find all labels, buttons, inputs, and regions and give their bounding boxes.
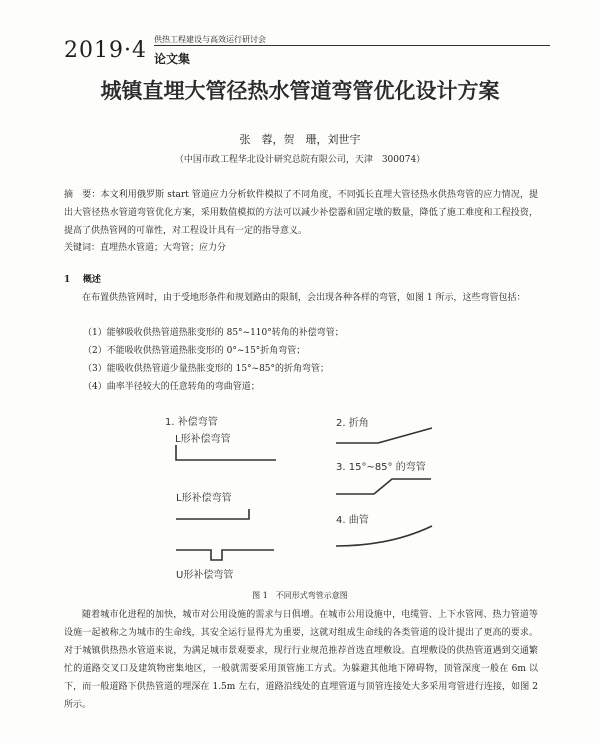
affiliation: （中国市政工程华北设计研究总院有限公司，天津 300074） [174,155,426,165]
l-pipe-1 [176,445,276,460]
l-pipe-2 [176,509,249,519]
figure-caption: 图 1 不同形式弯管示意图 [252,591,348,600]
section-title: 概述 [82,275,101,285]
section-number: 1 [64,275,71,285]
fold-pipe [336,428,432,443]
conference-name: 供热工程建设与高效运行研讨会 [154,35,266,44]
u-pipe [176,550,274,560]
abstract: 摘 要：本文利用俄罗斯 start 管道应力分析软件模拟了不同角度，不同弧长直埋大管径热水供热弯管的应力情况，提出大管径热水管道弯管优化方案，采用数值模拟的方法可以减少补偿器和固定墩的数量，降低了施工难度和工程投资，提高了供热管网的可靠性，对工程设计具有一定的指导意义。 [64,190,538,236]
figure-label-fold: 2. 折角 [336,418,369,429]
figure-label-compensation: 1. 补偿弯管 [165,417,218,428]
curve-pipe [336,526,432,546]
keywords: 关键词：直埋热水管道；大弯管；应力分 [64,243,227,253]
intro-paragraph: 在布置供热管网时，由于受地形条件和规划路由的限制，会出现各种各样的弯管，如图 1 所示，这些弯管包括： [82,293,526,303]
body-paragraph: 随着城市化进程的加快，城市对公用设施的需求与日俱增。在城市公用设施中，电缆管、上下水管网、热力管道等设施一起被称之为城市的生命线，其安全运行显得尤为重要，这就对组成生命线的各类管道的设计提出了更高的要求。对于城镇供热热水管道来说，为满足城市景观要求，现行行业规范推荐首选直埋敷设。直埋敷设的供热管道遇到交通繁忙的道路交叉口及建筑物密集地区，一般就需要采用顶管施工方式。为躲避其他地下障碍物，顶管深度一般在 6m 以下，而一般道路下供热管道的埋深在 1.5m 左右，道路沿线处的直埋管道与顶管连接处大多采用弯管进行连接，如图 2 所示。 [64,610,538,710]
authors: 张 蓉，贺 珊，刘世宇 [239,133,361,146]
section-label: 论文集 [154,52,191,66]
figure-label-curve: 4. 曲管 [336,515,369,526]
figure-label-u-shape: U形补偿弯管 [176,570,234,581]
paper-title: 城镇直埋大管径热水管道弯管优化设计方案 [100,79,500,103]
figure-label-15-85: 3. 15°~85° 的弯管 [336,462,426,473]
list-item: （3）能吸收供热管道少量热胀变形的 15°~85°的折角弯管； [83,364,330,374]
list-item: （2）不能吸收供热管道热胀变形的 0°~15°折角弯管； [83,346,306,356]
list-item: （1）能够吸收供热管道热胀变形的 85°~110°转角的补偿弯管； [83,328,344,338]
figure-label-l-shape: L形补偿弯管 [175,434,231,445]
journal-issue: 2019·4 [64,38,147,63]
bend-pipe [336,479,431,494]
list-item: （4）曲率半径较大的任意转角的弯曲管道； [83,382,260,392]
figure-label-l-shape-2: L形补偿弯管 [176,493,232,504]
